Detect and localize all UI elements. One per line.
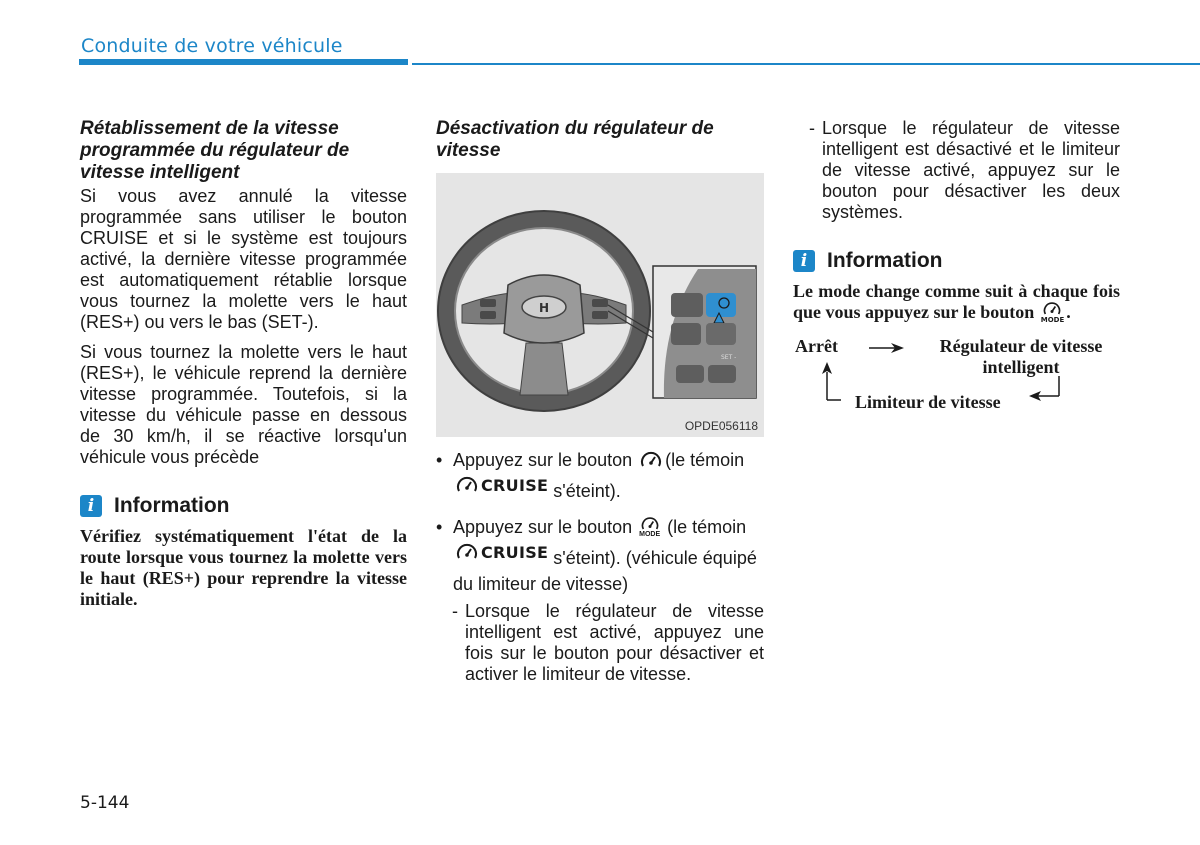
inset-set-label: SET - [721,354,737,361]
subitem-both-off: - Lorsque le régulateur de vitesse intelligent est désactivé et le limiteur de vitesse activé, appuyez sur le bouton pour désactiver les deux systèmes. [809,118,1120,222]
bullet1-text-pre: Appuyez sur le bouton [453,450,633,470]
subitem-limiter-text: Lorsque le régulateur de vitesse intelligent est activé, appuyez une fois sur le bouton pour désactiver et activer le limiteur de vitesse. [465,601,764,684]
cruise-indicator [453,473,548,499]
bullet2-text-post: (le témoin [667,517,747,537]
heading-deactivation: Désactivation du régulateur de vitesse [436,118,714,161]
cruise-indicator-label: CRUISE [481,476,549,495]
cruise-indicator [453,540,548,566]
arrow-right-icon [869,342,905,354]
mode-flow-diagram [793,336,1120,416]
information-header [793,249,1120,273]
mode-button-icon [639,517,660,539]
header-rule-thin [412,63,1200,65]
arrow-up-return-icon [819,362,841,404]
mode-label: MODE [1040,316,1065,324]
flow-state-limiter: Limiteur de vitesse [855,392,1001,412]
heading-resume-speed: Rétablissement de la vitesse programmée du régulateur de vitesse intelligent [80,118,350,183]
bullet2-text-pre: Appuyez sur le bouton [453,517,633,537]
page-number: 5-144 [80,793,130,813]
subitem-both-off-text: Lorsque le régulateur de vitesse intelligent est désactivé et le limiteur de vitesse activé, appuyez sur le bouton pour désactiver les deux systèmes. [822,118,1120,222]
bullet1-text-post: (le témoin [665,450,745,470]
bullet-deactivate-cruise: • Appuyez sur le bouton (le témoin CRUISE s'éteint). [436,450,745,501]
speedometer-icon [639,450,663,472]
bullet1-text-end: s'éteint). [553,481,621,501]
column-left [80,118,407,610]
flow-state-off: Arrêt [795,336,838,356]
svg-text:H: H [538,301,550,315]
section-title: Conduite de votre véhicule [81,35,343,57]
figure-code: OPDE056118 [684,419,758,433]
info-icon: i [793,250,815,272]
column-middle [436,118,764,685]
mode-label: MODE [639,531,661,539]
information-text: Vérifiez systématiquement l'état de la route lorsque vous tournez la molette vers le haut (RES+) pour reprendre la vitesse initiale. [80,526,407,609]
cruise-indicator-icon [455,475,479,497]
information-text-mode: Le mode change comme suit à chaque fois que vous appuyez sur le bouton MODE . [793,281,1120,324]
information-title: Information [827,249,943,272]
information-title: Information [114,494,230,517]
column-right [793,118,1120,416]
paragraph-resume-2: Si vous tournez la molette vers le haut (RES+), le véhicule reprend la dernière vitesse programmée. Toutefois, si la vitesse du véhicule passe en dessous de 30 km/h, il se réactive lorsqu'un véhicule vous précède [80,342,407,467]
steering-wheel-figure [436,173,764,437]
steering-wheel-illustration [436,173,764,437]
information-header [80,494,407,518]
flow-state-scc: Régulateur de vitesse intelligent [939,336,1103,377]
header-rule-thick [79,59,408,65]
arrow-return-left-icon [1029,376,1061,402]
cruise-indicator-label: CRUISE [481,543,549,562]
bullet2-text-end: s'éteint). (véhicule équipé du limiteur de vitesse) [453,548,757,594]
paragraph-resume-1: Si vous avez annulé la vitesse programmée sans utiliser le bouton CRUISE et si le système est toujours activé, la dernière vitesse programmée est automatiquement rétablie lorsque vous tournez la molette vers le haut (RES+) ou vers le bas (SET-). [80,186,407,332]
cruise-indicator-icon [455,542,479,564]
bullet-deactivate-mode: • Appuyez sur le bouton MODE (le témoin CRUISE s'éteint). (véhicule équipé du limiteur de vitesse) [436,517,757,594]
subitem-limiter-toggle: - Lorsque le régulateur de vitesse intelligent est activé, appuyez une fois sur le bouton pour désactiver et activer le limiteur de vitesse. [452,601,764,684]
mode-button-icon [1041,302,1065,324]
info-icon: i [80,495,102,517]
